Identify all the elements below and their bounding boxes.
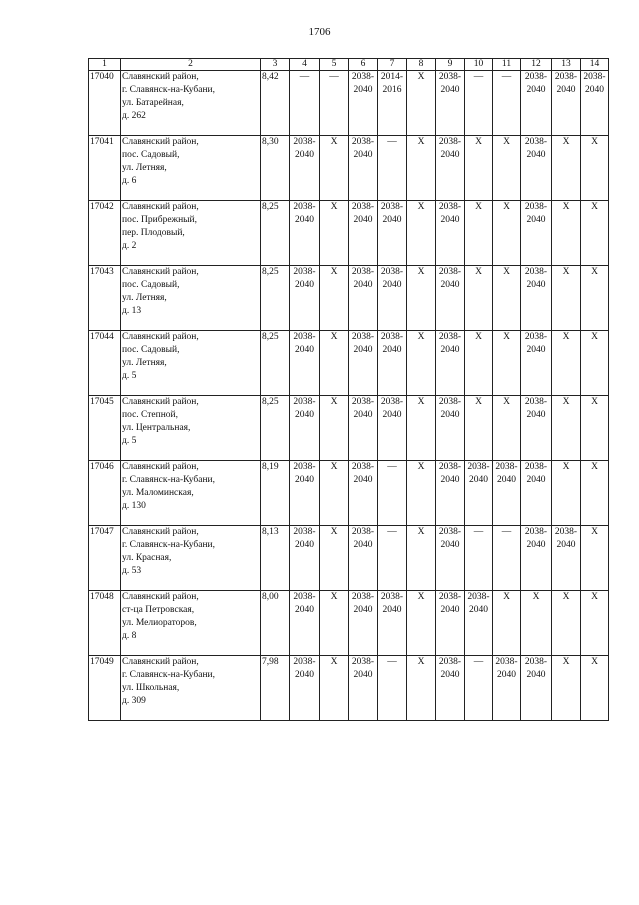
column-header: 2 (121, 59, 261, 71)
page-number: 1706 (308, 26, 331, 38)
column-header: 8 (407, 59, 436, 71)
period-cell: 2038- 2040 (465, 461, 493, 526)
column-header: 5 (320, 59, 349, 71)
row-id-cell: 17044 (89, 331, 121, 396)
period-cell: X (320, 331, 349, 396)
period-cell: 2038- 2040 (521, 331, 552, 396)
period-cell: X (320, 136, 349, 201)
period-cell: — (378, 526, 407, 591)
period-cell: X (493, 331, 521, 396)
column-header: 1 (89, 59, 121, 71)
period-cell: X (493, 136, 521, 201)
period-cell: X (465, 266, 493, 331)
address-line: д. 13 (122, 306, 142, 316)
address-line: Славянский район, (122, 267, 199, 277)
row-id-cell: 17046 (89, 461, 121, 526)
period-cell: 2038- 2040 (436, 266, 465, 331)
address-line: Славянский район, (122, 72, 199, 82)
address-line: д. 5 (122, 436, 137, 446)
period-cell: X (465, 136, 493, 201)
address-cell (121, 526, 261, 591)
period-cell: X (320, 461, 349, 526)
address-line: г. Славянск-на-Кубани, (122, 540, 215, 550)
period-cell: — (493, 71, 521, 136)
value-cell: 7,98 (261, 656, 290, 721)
column-header: 4 (290, 59, 320, 71)
period-cell: X (407, 136, 436, 201)
address-cell (121, 71, 261, 136)
value-cell: 8,25 (261, 201, 290, 266)
period-cell: X (521, 591, 552, 656)
column-header: 14 (581, 59, 609, 71)
period-cell: X (581, 201, 609, 266)
period-cell: X (465, 331, 493, 396)
period-cell: 2038- 2040 (493, 461, 521, 526)
period-cell: X (407, 396, 436, 461)
address-line: пос. Прибрежный, (122, 215, 198, 225)
period-cell: X (320, 201, 349, 266)
period-cell: 2038- 2040 (378, 396, 407, 461)
address-line: Славянский район, (122, 202, 199, 212)
period-cell: — (493, 526, 521, 591)
column-header: 9 (436, 59, 465, 71)
period-cell: 2038- 2040 (465, 591, 493, 656)
table-row (89, 266, 609, 331)
address-line: пос. Садовый, (122, 280, 180, 290)
period-cell: X (407, 656, 436, 721)
period-cell: 2038- 2040 (349, 71, 378, 136)
row-id-cell: 17049 (89, 656, 121, 721)
period-cell: 2038- 2040 (436, 461, 465, 526)
period-cell: 2038- 2040 (521, 526, 552, 591)
address-line: д. 53 (122, 566, 142, 576)
table-row (89, 331, 609, 396)
period-cell: 2038- 2040 (290, 396, 320, 461)
period-cell: X (581, 136, 609, 201)
period-cell: 2038- 2040 (290, 136, 320, 201)
period-cell: 2038- 2040 (521, 136, 552, 201)
address-line: Славянский район, (122, 397, 199, 407)
period-cell: 2038- 2040 (521, 396, 552, 461)
column-header: 3 (261, 59, 290, 71)
period-cell: X (407, 461, 436, 526)
period-cell: X (407, 526, 436, 591)
period-cell: X (407, 71, 436, 136)
period-cell: 2038- 2040 (378, 201, 407, 266)
period-cell: X (493, 201, 521, 266)
column-header: 7 (378, 59, 407, 71)
address-line: пос. Садовый, (122, 150, 180, 160)
period-cell: 2038- 2040 (521, 201, 552, 266)
period-cell: X (581, 526, 609, 591)
value-cell: 8,42 (261, 71, 290, 136)
register-table (88, 58, 609, 721)
period-cell: X (552, 331, 581, 396)
period-cell: 2038- 2040 (349, 461, 378, 526)
period-cell: 2038- 2040 (290, 591, 320, 656)
address-cell (121, 331, 261, 396)
period-cell: 2038- 2040 (436, 71, 465, 136)
period-cell: 2038- 2040 (290, 266, 320, 331)
row-id-cell: 17048 (89, 591, 121, 656)
address-line: г. Славянск-на-Кубани, (122, 670, 215, 680)
period-cell: 2038- 2040 (290, 201, 320, 266)
period-cell: 2038- 2040 (349, 526, 378, 591)
period-cell: 2038- 2040 (436, 136, 465, 201)
period-cell: — (378, 656, 407, 721)
address-line: г. Славянск-на-Кубани, (122, 475, 215, 485)
value-cell: 8,13 (261, 526, 290, 591)
period-cell: X (407, 591, 436, 656)
period-cell: 2038- 2040 (349, 266, 378, 331)
address-line: ул. Летняя, (122, 163, 167, 173)
address-line: ул. Летняя, (122, 293, 167, 303)
period-cell: 2038- 2040 (552, 526, 581, 591)
period-cell: X (320, 396, 349, 461)
period-cell: 2014- 2016 (378, 71, 407, 136)
period-cell: X (552, 201, 581, 266)
column-header: 6 (349, 59, 378, 71)
period-cell: 2038- 2040 (436, 201, 465, 266)
period-cell: 2038- 2040 (290, 656, 320, 721)
value-cell: 8,00 (261, 591, 290, 656)
address-cell (121, 266, 261, 331)
period-cell: X (407, 266, 436, 331)
value-cell: 8,25 (261, 396, 290, 461)
table-row (89, 461, 609, 526)
period-cell: 2038- 2040 (493, 656, 521, 721)
period-cell: — (465, 71, 493, 136)
value-cell: 8,19 (261, 461, 290, 526)
period-cell: 2038- 2040 (290, 526, 320, 591)
value-cell: 8,25 (261, 266, 290, 331)
period-cell: X (552, 591, 581, 656)
period-cell: X (493, 591, 521, 656)
value-cell: 8,30 (261, 136, 290, 201)
address-line: ул. Батарейная, (122, 98, 184, 108)
period-cell: — (378, 461, 407, 526)
period-cell: — (378, 136, 407, 201)
address-line: д. 8 (122, 631, 137, 641)
address-line: пос. Садовый, (122, 345, 180, 355)
address-cell (121, 461, 261, 526)
row-id-cell: 17047 (89, 526, 121, 591)
header-row (89, 59, 609, 71)
period-cell: X (493, 396, 521, 461)
period-cell: X (552, 396, 581, 461)
address-line: ул. Центральная, (122, 423, 191, 433)
address-line: Славянский район, (122, 657, 199, 667)
period-cell: 2038- 2040 (349, 656, 378, 721)
column-header: 10 (465, 59, 493, 71)
period-cell: — (320, 71, 349, 136)
address-line: Славянский район, (122, 137, 199, 147)
period-cell: X (407, 331, 436, 396)
table-row (89, 71, 609, 136)
period-cell: 2038- 2040 (290, 461, 320, 526)
period-cell: X (407, 201, 436, 266)
period-cell: 2038- 2040 (349, 396, 378, 461)
period-cell: X (581, 461, 609, 526)
period-cell: X (552, 266, 581, 331)
period-cell: X (493, 266, 521, 331)
table-body (89, 71, 609, 721)
period-cell: 2038- 2040 (378, 266, 407, 331)
period-cell: 2038- 2040 (349, 136, 378, 201)
address-cell (121, 201, 261, 266)
address-line: ст-ца Петровская, (122, 605, 195, 615)
period-cell: 2038- 2040 (436, 396, 465, 461)
period-cell: X (552, 656, 581, 721)
address-line: г. Славянск-на-Кубани, (122, 85, 215, 95)
address-cell (121, 396, 261, 461)
period-cell: — (290, 71, 320, 136)
period-cell: X (552, 461, 581, 526)
period-cell: X (465, 396, 493, 461)
column-header: 11 (493, 59, 521, 71)
period-cell: 2038- 2040 (521, 656, 552, 721)
address-line: д. 309 (122, 696, 146, 706)
column-header: 12 (521, 59, 552, 71)
period-cell: 2038- 2040 (349, 591, 378, 656)
table-row (89, 591, 609, 656)
address-cell (121, 136, 261, 201)
period-cell: X (320, 266, 349, 331)
address-line: Славянский район, (122, 592, 199, 602)
period-cell: — (465, 656, 493, 721)
period-cell: 2038- 2040 (521, 461, 552, 526)
row-id-cell: 17042 (89, 201, 121, 266)
address-line: д. 5 (122, 371, 137, 381)
value-cell: 8,25 (261, 331, 290, 396)
row-id-cell: 17040 (89, 71, 121, 136)
table-row (89, 136, 609, 201)
period-cell: 2038- 2040 (378, 591, 407, 656)
address-line: д. 262 (122, 111, 146, 121)
period-cell: X (581, 396, 609, 461)
address-line: ул. Мелиораторов, (122, 618, 197, 628)
table-row (89, 656, 609, 721)
period-cell: 2038- 2040 (349, 331, 378, 396)
period-cell: 2038- 2040 (521, 71, 552, 136)
address-line: ул. Летняя, (122, 358, 167, 368)
period-cell: X (581, 591, 609, 656)
address-cell (121, 656, 261, 721)
period-cell: 2038- 2040 (436, 656, 465, 721)
period-cell: 2038- 2040 (581, 71, 609, 136)
period-cell: — (465, 526, 493, 591)
address-line: ул. Школьная, (122, 683, 180, 693)
address-line: ул. Красная, (122, 553, 172, 563)
period-cell: 2038- 2040 (290, 331, 320, 396)
column-header: 13 (552, 59, 581, 71)
address-line: д. 6 (122, 176, 137, 186)
row-id-cell: 17043 (89, 266, 121, 331)
table-row (89, 526, 609, 591)
table-row (89, 396, 609, 461)
address-line: пер. Плодовый, (122, 228, 185, 238)
table-row (89, 201, 609, 266)
period-cell: X (581, 656, 609, 721)
period-cell: 2038- 2040 (349, 201, 378, 266)
period-cell: 2038- 2040 (552, 71, 581, 136)
address-line: ул. Маломинская, (122, 488, 194, 498)
row-id-cell: 17041 (89, 136, 121, 201)
address-line: д. 2 (122, 241, 137, 251)
period-cell: X (320, 526, 349, 591)
address-line: пос. Степной, (122, 410, 178, 420)
address-line: д. 130 (122, 501, 146, 511)
address-cell (121, 591, 261, 656)
period-cell: 2038- 2040 (436, 526, 465, 591)
address-line: Славянский район, (122, 462, 199, 472)
period-cell: X (320, 591, 349, 656)
period-cell: 2038- 2040 (521, 266, 552, 331)
period-cell: 2038- 2040 (436, 331, 465, 396)
address-line: Славянский район, (122, 332, 199, 342)
period-cell: X (581, 266, 609, 331)
period-cell: X (465, 201, 493, 266)
period-cell: X (320, 656, 349, 721)
period-cell: 2038- 2040 (436, 591, 465, 656)
row-id-cell: 17045 (89, 396, 121, 461)
period-cell: 2038- 2040 (378, 331, 407, 396)
address-line: Славянский район, (122, 527, 199, 537)
period-cell: X (581, 331, 609, 396)
period-cell: X (552, 136, 581, 201)
